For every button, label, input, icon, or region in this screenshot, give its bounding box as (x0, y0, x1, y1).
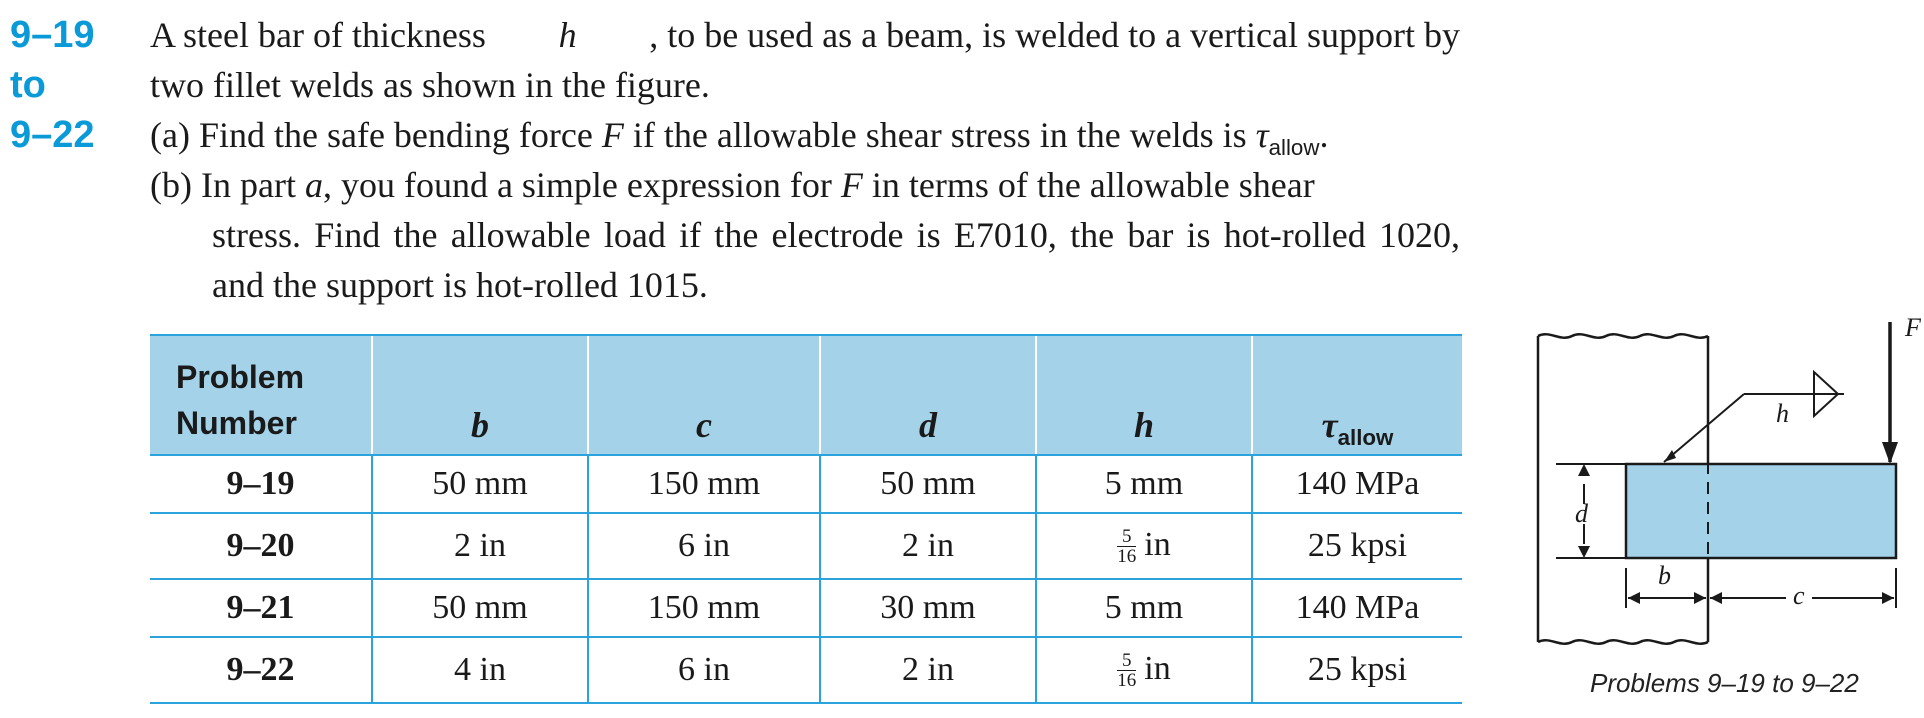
cell-problem: 9–22 (150, 637, 372, 703)
cell-problem: 9–21 (150, 579, 372, 637)
weld-symbol (1664, 372, 1844, 462)
cell-problem: 9–20 (150, 513, 372, 579)
figure-caption: Problems 9–19 to 9–22 (1590, 668, 1859, 698)
fraction: $\frac{5}{16}$ (1117, 526, 1137, 568)
cell-c: 6 in (588, 513, 820, 579)
cell-d: 30 mm (820, 579, 1036, 637)
problem-number-start: 9–19 (10, 14, 95, 56)
cell-c: 150 mm (588, 455, 820, 513)
dimension-d (1556, 464, 1626, 558)
cell-tau: 140 MPa (1252, 455, 1462, 513)
part-a: (a) Find the safe bending force F if the allowable shear stress in the welds is $\tau_{allow}$. (150, 115, 1329, 160)
cell-tau: 25 kpsi (1252, 513, 1462, 579)
table-row (150, 455, 1462, 513)
cell-h: 5 mm (1036, 455, 1252, 513)
statement-line-1: A steel bar of thickness h , to be used as a beam, is welded to a vertical support by (150, 15, 1460, 55)
header-problem-number: Problem Number (150, 335, 372, 455)
cell-problem: 9–19 (150, 455, 372, 513)
header-b: b (372, 335, 588, 455)
problem-number-range (10, 10, 95, 160)
label-c: c (1793, 581, 1805, 610)
cell-b: 50 mm (372, 455, 588, 513)
part-b-line-3: and the support is hot-rolled 1015. (212, 265, 708, 305)
weld-figure (1530, 312, 1924, 652)
header-h: h (1036, 335, 1252, 455)
header-d: d (820, 335, 1036, 455)
cell-c: 6 in (588, 637, 820, 703)
table-row (150, 579, 1462, 637)
cell-tau: 25 kpsi (1252, 637, 1462, 703)
cell-b: 4 in (372, 637, 588, 703)
cell-h: $\frac{5}{16}$ in (1036, 637, 1252, 703)
problem-statement (150, 10, 1460, 310)
label-h: h (1776, 399, 1789, 428)
cell-d: 2 in (820, 637, 1036, 703)
header-c: c (588, 335, 820, 455)
cell-d: 50 mm (820, 455, 1036, 513)
table-row (150, 513, 1462, 579)
steel-bar (1626, 464, 1896, 558)
label-d: d (1575, 499, 1588, 528)
header-tau-allow: $\tau_{allow}$ (1252, 335, 1462, 455)
cell-tau: 140 MPa (1252, 579, 1462, 637)
cell-d: 2 in (820, 513, 1036, 579)
problem-table (150, 334, 1462, 704)
problem-number-to: to (10, 64, 46, 106)
table-header-row (150, 335, 1462, 455)
problem-number-end: 9–22 (10, 114, 95, 156)
label-F: F (1905, 313, 1921, 342)
part-b-line-2: stress. Find the allowable load if the electrode is E7010, the bar is hot-rolled 1020, (212, 215, 1460, 255)
table-row (150, 637, 1462, 703)
cell-c: 150 mm (588, 579, 820, 637)
label-b: b (1658, 561, 1671, 590)
cell-h: $\frac{5}{16}$ in (1036, 513, 1252, 579)
statement-line-2: two fillet welds as shown in the figure. (150, 65, 710, 105)
cell-b: 50 mm (372, 579, 588, 637)
cell-h: 5 mm (1036, 579, 1252, 637)
part-b-line-1: (b) In part a, you found a simple expression for F in terms of the allowable shear (150, 165, 1315, 205)
fraction: $\frac{5}{16}$ (1117, 650, 1137, 692)
cell-b: 2 in (372, 513, 588, 579)
